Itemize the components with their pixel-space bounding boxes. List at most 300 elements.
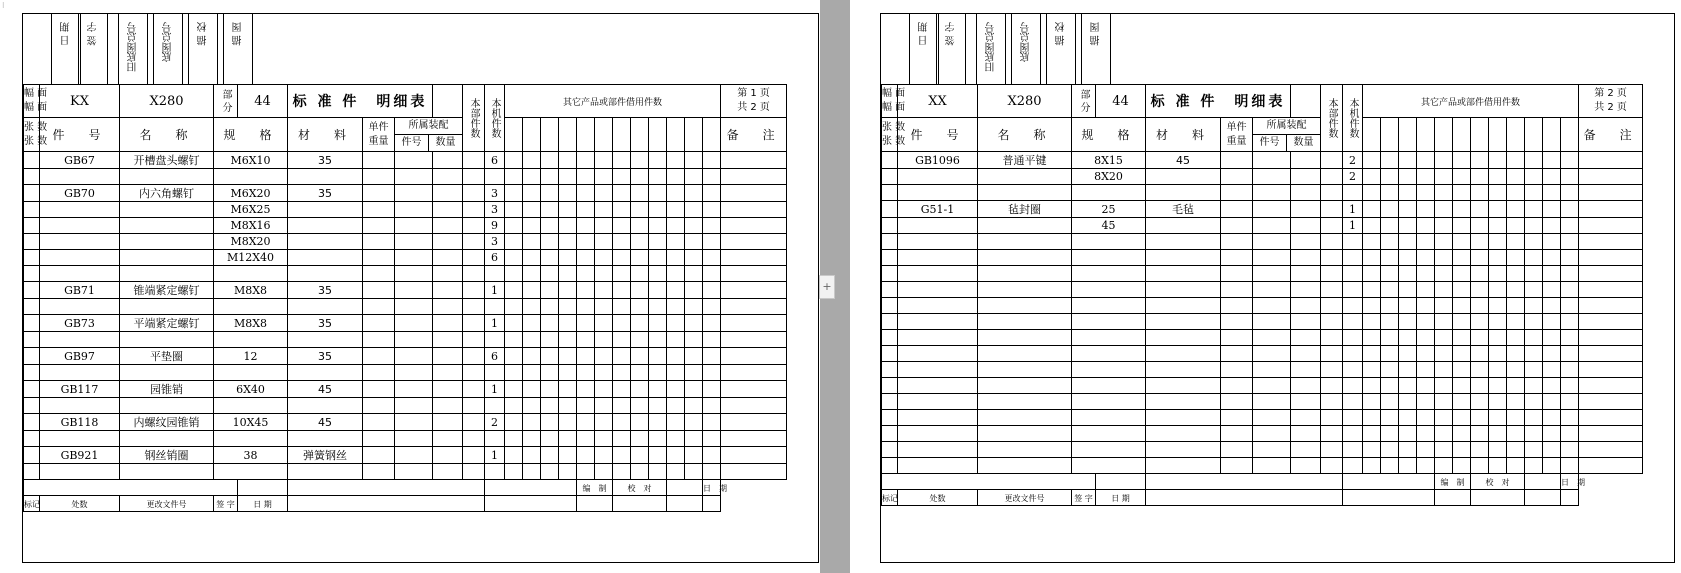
compile-label-text: 编 制 [1440, 478, 1465, 487]
other-product-cell [505, 447, 523, 464]
other-product-cell [595, 202, 613, 218]
col-remarks-text: 备 注 [1583, 128, 1638, 142]
other-product-cell [1489, 410, 1507, 426]
asm-part-label: 件号 [395, 135, 429, 151]
spec-cell-text: M6X10 [230, 153, 271, 167]
other-product-cell [1381, 314, 1399, 330]
unit-weight-cell [1221, 362, 1253, 378]
benji-cell [485, 348, 505, 365]
other-product-cell [1507, 346, 1525, 362]
benji-cell [1343, 346, 1363, 362]
table-row [882, 266, 1643, 282]
other-product-col [1525, 118, 1543, 152]
other-product-cell [1471, 442, 1489, 458]
asm-qty-cell [433, 348, 463, 365]
remarks-cell [1579, 218, 1643, 234]
other-product-cell [523, 152, 541, 169]
part-no-cell [898, 282, 978, 298]
other-product-cell [523, 299, 541, 315]
other-product-cell [559, 431, 577, 447]
other-product-cell [667, 185, 685, 202]
check-label [613, 480, 667, 496]
name-cell [120, 152, 214, 169]
other-product-cell [559, 365, 577, 381]
spec-cell [1072, 298, 1146, 314]
other-product-cell [685, 202, 703, 218]
other-product-cell [1561, 234, 1579, 250]
footer-blank [288, 496, 485, 512]
name-cell [120, 431, 214, 447]
other-product-cell [523, 169, 541, 185]
other-product-cell [523, 250, 541, 266]
other-product-cell [1453, 185, 1471, 201]
other-product-cell [631, 365, 649, 381]
other-product-cell [577, 398, 595, 414]
benji-cell [485, 431, 505, 447]
asm-part-cell [1253, 234, 1291, 250]
benji-cell [485, 365, 505, 381]
other-product-cell [1435, 298, 1453, 314]
benbu-cell [463, 282, 485, 299]
benbu-cell [1321, 346, 1343, 362]
table-row [882, 458, 1643, 474]
benbu-cell [463, 398, 485, 414]
other-product-cell [1543, 250, 1561, 266]
material-cell [1146, 330, 1221, 346]
other-product-cell [667, 266, 685, 282]
other-product-cell [649, 169, 667, 185]
other-product-cell [1381, 234, 1399, 250]
asm-part-cell [1253, 426, 1291, 442]
part-no-cell-text: GB1096 [915, 153, 960, 167]
unit-weight-stack-part: 单件 [1226, 121, 1247, 133]
other-product-cell [1489, 362, 1507, 378]
other-product-cell [1399, 201, 1417, 218]
stamp-label: 旧底图总号 [986, 22, 997, 72]
col-name [120, 118, 214, 152]
unit-weight-stack-part: 重量 [1226, 135, 1247, 147]
name-cell [120, 250, 214, 266]
benbu-cell [1321, 282, 1343, 298]
row-idx-cell [882, 378, 898, 394]
page-gap-expand-button[interactable]: + [819, 275, 835, 299]
footer-row-1 [882, 474, 1643, 490]
asm-part-cell [1253, 362, 1291, 378]
other-product-cell [1489, 330, 1507, 346]
material-cell [288, 169, 363, 185]
other-product-cell [1525, 201, 1543, 218]
stamp-label: 描 图 [233, 22, 244, 46]
other-product-cell [685, 464, 703, 480]
other-product-cell [541, 447, 559, 464]
spec-cell-text: 12 [243, 349, 258, 363]
other-product-cell [1561, 410, 1579, 426]
other-product-cell [1471, 152, 1489, 169]
other-product-cell [1417, 152, 1435, 169]
table-row [882, 410, 1643, 426]
other-product-cell [613, 169, 631, 185]
other-product-cell [1507, 169, 1525, 185]
other-product-cell [1561, 378, 1579, 394]
other-product-cell [523, 447, 541, 464]
asm-qty-cell [1291, 218, 1321, 234]
benji-cell [1343, 218, 1363, 234]
spec-cell [214, 185, 288, 202]
other-product-cell [685, 332, 703, 348]
table-row [24, 381, 787, 398]
remarks-cell [721, 414, 787, 431]
spec-cell [1072, 314, 1146, 330]
other-product-cell [1399, 426, 1417, 442]
remarks-cell [1579, 426, 1643, 442]
stamp-label: 描 图 [1091, 22, 1102, 46]
table-row [882, 218, 1643, 234]
other-product-cell [649, 365, 667, 381]
other-product-cell [685, 185, 703, 202]
material-cell [1146, 250, 1221, 266]
other-product-col [1507, 118, 1525, 152]
name-cell [978, 314, 1072, 330]
benji-cell [485, 447, 505, 464]
material-cell [1146, 169, 1221, 185]
part-no-cell [898, 234, 978, 250]
table-row [24, 299, 787, 315]
other-product-cell [1525, 298, 1543, 314]
unit-weight-cell [363, 348, 395, 365]
other-product-cell [613, 431, 631, 447]
material-cell [1146, 426, 1221, 442]
benji-cell [485, 315, 505, 332]
other-product-cell [1489, 346, 1507, 362]
other-product-cell [1561, 218, 1579, 234]
other-product-cell [1435, 394, 1453, 410]
benbu-cell [1321, 378, 1343, 394]
signature-stamp-area [23, 14, 283, 84]
date-label-text: 日 期 [1561, 478, 1585, 487]
remarks-cell [721, 185, 787, 202]
row-idx-cell [24, 169, 40, 185]
part-no-cell [898, 218, 978, 234]
benbu-cell [463, 250, 485, 266]
table-row [24, 464, 787, 480]
other-product-cell [703, 202, 721, 218]
asm-qty-cell [1291, 266, 1321, 282]
other-product-cell [577, 185, 595, 202]
other-product-cell [631, 250, 649, 266]
benbu-cell [1321, 185, 1343, 201]
part-no-cell [40, 250, 120, 266]
material-cell [1146, 346, 1221, 362]
row-idx-cell [882, 218, 898, 234]
stamp-column [51, 14, 81, 84]
asm-part-cell [1253, 410, 1291, 426]
asm-qty-cell [433, 152, 463, 169]
other-product-cell [577, 315, 595, 332]
asm-part-cell [395, 218, 433, 234]
name-cell [120, 348, 214, 365]
other-product-cell [1489, 185, 1507, 201]
benji-cell-text: 1 [1349, 219, 1356, 232]
asm-qty-cell [433, 315, 463, 332]
remarks-cell [1579, 458, 1643, 474]
spec-cell [1072, 394, 1146, 410]
benji-cell [1343, 152, 1363, 169]
asm-part-cell [1253, 282, 1291, 298]
unit-weight-cell [1221, 282, 1253, 298]
benji-cell [1343, 458, 1363, 474]
other-product-cell [703, 431, 721, 447]
table-row [24, 348, 787, 365]
name-cell-text: 平端紧定螺钉 [133, 317, 200, 330]
unit-weight-stack-part: 重量 [368, 135, 389, 147]
spec-cell [214, 169, 288, 185]
other-product-cell [1471, 169, 1489, 185]
other-product-cell [559, 332, 577, 348]
other-product-cell [667, 315, 685, 332]
asm-part-cell [395, 282, 433, 299]
stamp-column [153, 14, 183, 84]
other-product-cell [1417, 234, 1435, 250]
benbu-cell [1321, 152, 1343, 169]
other-product-cell [505, 315, 523, 332]
page-2 [850, 0, 1681, 573]
other-product-cell [1471, 314, 1489, 330]
asm-part-cell [1253, 250, 1291, 266]
other-product-cell [523, 414, 541, 431]
row-idx-cell [24, 447, 40, 464]
other-product-cell [559, 348, 577, 365]
spec-cell [1072, 362, 1146, 378]
table-row [24, 414, 787, 431]
asm-qty-cell [433, 202, 463, 218]
other-product-cell [1435, 330, 1453, 346]
product-model-text: X280 [149, 93, 184, 109]
name-cell [120, 202, 214, 218]
asm-qty-cell [433, 464, 463, 480]
footer-blank [485, 480, 577, 496]
other-product-cell [1399, 298, 1417, 314]
other-product-cell [1525, 250, 1543, 266]
other-product-cell [703, 398, 721, 414]
other-product-cell [1363, 314, 1381, 330]
other-product-cell [1417, 426, 1435, 442]
part-no-cell-text: GB118 [60, 415, 99, 429]
spec-cell [214, 234, 288, 250]
asm-part-cell [395, 299, 433, 315]
fumian-label-stack-part: 幅 面 [24, 88, 48, 99]
name-cell-text: 平垫圈 [150, 350, 183, 363]
part-no-cell-text: GB73 [64, 316, 95, 330]
part-no-cell-text: GB67 [64, 153, 95, 167]
zhangshu-label-stack-part: 张 数 [882, 121, 906, 133]
other-product-cell [1453, 378, 1471, 394]
material-cell-text: 35 [318, 349, 332, 363]
other-product-cell [631, 169, 649, 185]
remarks-cell [721, 282, 787, 299]
benji-cell [1343, 378, 1363, 394]
spec-cell-text: 10X45 [232, 415, 269, 429]
other-product-cell [559, 152, 577, 169]
other-product-cell [1435, 185, 1453, 201]
part-no-cell [898, 378, 978, 394]
other-product-cell [1507, 314, 1525, 330]
benbu-cell [463, 464, 485, 480]
other-product-cell [595, 169, 613, 185]
footer-label-text: 更改文件号 [1004, 494, 1045, 503]
other-product-cell [523, 348, 541, 365]
row-idx-cell [24, 365, 40, 381]
part-no-cell [40, 398, 120, 414]
row-idx-cell [882, 426, 898, 442]
other-product-cell [649, 447, 667, 464]
fumian-label-stack-part: 幅 面 [882, 102, 906, 113]
benbu-cell [1321, 218, 1343, 234]
other-product-cell [613, 266, 631, 282]
col-spec [214, 118, 288, 152]
other-product-cell [1381, 442, 1399, 458]
other-product-col [1471, 118, 1489, 152]
benji-cell-text: 3 [491, 235, 498, 248]
other-product-cell [631, 464, 649, 480]
asm-qty-cell [433, 266, 463, 282]
other-product-cell [613, 185, 631, 202]
other-product-cell [1435, 442, 1453, 458]
other-product-cell [703, 447, 721, 464]
other-product-cell [1507, 426, 1525, 442]
material-cell [1146, 298, 1221, 314]
other-product-cell [1363, 362, 1381, 378]
unit-weight-cell [363, 250, 395, 266]
benji-cell [485, 250, 505, 266]
other-products-header [1363, 85, 1579, 118]
table-row [882, 362, 1643, 378]
other-product-cell [577, 152, 595, 169]
other-product-cell [577, 250, 595, 266]
other-product-cell [523, 266, 541, 282]
other-product-cell [1471, 426, 1489, 442]
part-no-cell [40, 169, 120, 185]
material-cell [1146, 185, 1221, 201]
other-product-cell [613, 381, 631, 398]
other-product-cell [1543, 218, 1561, 234]
other-product-cell [649, 431, 667, 447]
table-row [882, 314, 1643, 330]
other-product-cell [1453, 362, 1471, 378]
name-cell [120, 169, 214, 185]
asm-qty-cell [433, 185, 463, 202]
benji-cell [1343, 426, 1363, 442]
asm-qty-cell [1291, 442, 1321, 458]
other-product-cell [703, 348, 721, 365]
asm-part-cell [1253, 458, 1291, 474]
spec-cell [1072, 426, 1146, 442]
footer-blank [1146, 490, 1343, 506]
other-product-cell [1561, 169, 1579, 185]
other-product-cell [685, 365, 703, 381]
unit-weight-cell [1221, 234, 1253, 250]
sheet-info-stack-part: 共 2 页 [1594, 102, 1627, 113]
other-product-cell [505, 218, 523, 234]
other-product-cell [1525, 218, 1543, 234]
asm-qty-cell [433, 365, 463, 381]
col-name [978, 118, 1072, 152]
other-product-cell [649, 348, 667, 365]
benji-cell-text: 1 [491, 316, 498, 330]
unit-weight-stack [1221, 121, 1252, 149]
table-row [882, 298, 1643, 314]
fumian-label [882, 85, 906, 118]
other-product-cell [631, 185, 649, 202]
other-product-cell [685, 169, 703, 185]
other-product-cell [541, 250, 559, 266]
other-product-cell [1399, 234, 1417, 250]
other-product-cell [1417, 282, 1435, 298]
footer-row-2 [882, 490, 1643, 506]
other-product-cell [1543, 346, 1561, 362]
asm-part-cell [395, 365, 433, 381]
footer-label [214, 496, 238, 512]
unit-weight-cell [363, 365, 395, 381]
benbu-cell [463, 218, 485, 234]
material-cell-text: 45 [318, 415, 332, 429]
spec-cell [1072, 410, 1146, 426]
material-cell [1146, 458, 1221, 474]
benji-cell-text: 3 [491, 203, 498, 216]
row-idx-cell [24, 234, 40, 250]
footer-blank [1343, 490, 1435, 506]
other-product-cell [613, 398, 631, 414]
row-idx-cell [24, 218, 40, 234]
material-cell [288, 185, 363, 202]
col-name-text: 名 称 [997, 128, 1052, 142]
table-row [882, 442, 1643, 458]
spec-cell [214, 447, 288, 464]
remarks-cell [1579, 169, 1643, 185]
other-product-cell [1561, 314, 1579, 330]
benji-text: 本机件数 [489, 98, 500, 138]
col-material-text: 材 料 [297, 128, 352, 142]
part-no-cell [40, 185, 120, 202]
asm-part-cell [395, 315, 433, 332]
other-product-cell [703, 185, 721, 202]
other-product-cell [1381, 410, 1399, 426]
other-product-cell [505, 464, 523, 480]
other-product-cell [1543, 330, 1561, 346]
benji-cell-text: 6 [491, 349, 498, 363]
other-product-col [1363, 118, 1381, 152]
benji-cell [1343, 282, 1363, 298]
other-product-cell [595, 185, 613, 202]
stamp-label: 旧底图总号 [128, 22, 139, 72]
stamp-label: 描 校 [1056, 22, 1067, 46]
table-row [24, 332, 787, 348]
other-product-cell [577, 299, 595, 315]
remarks-cell [1579, 152, 1643, 169]
bufen-label [214, 85, 238, 118]
other-product-cell [1435, 362, 1453, 378]
footer-label [1072, 490, 1096, 506]
unit-weight-cell [1221, 378, 1253, 394]
asm-part-cell [395, 234, 433, 250]
other-product-cell [1417, 314, 1435, 330]
table-row [882, 250, 1643, 266]
other-product-cell [505, 299, 523, 315]
other-product-cell [1543, 185, 1561, 201]
asm-qty-cell [433, 447, 463, 464]
other-product-cell [631, 299, 649, 315]
other-product-cell [1507, 250, 1525, 266]
other-product-cell [1381, 169, 1399, 185]
